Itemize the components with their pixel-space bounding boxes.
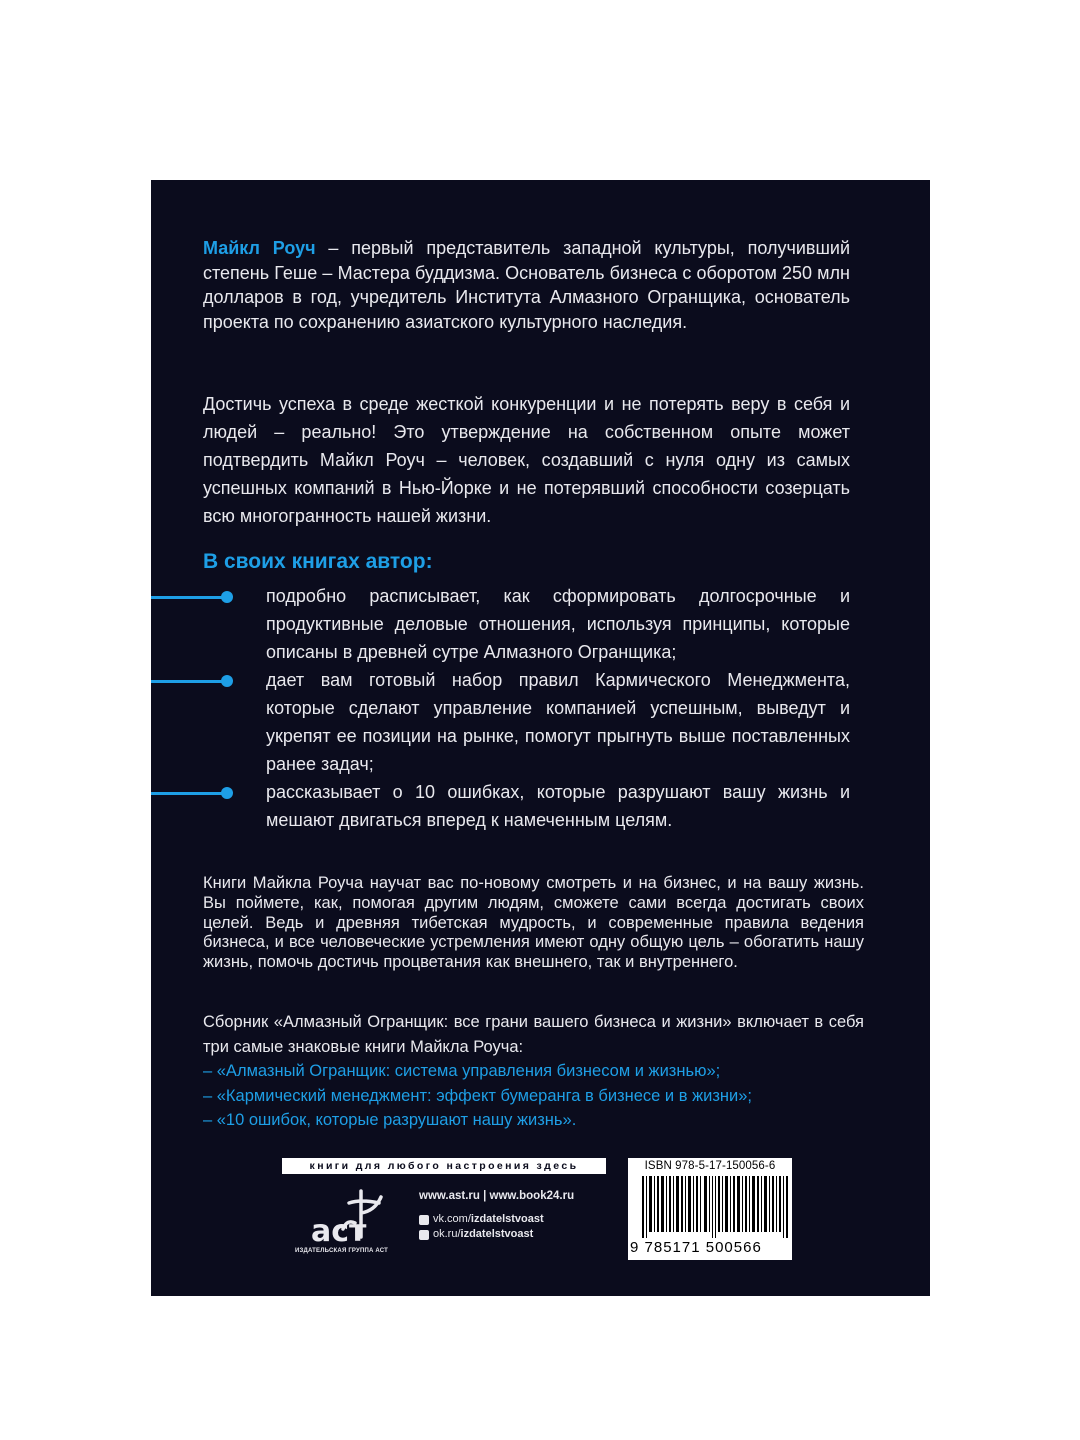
collection-book: – «Алмазный Огранщик: система управления бизнесом и жизнью»; <box>203 1062 721 1080</box>
author-bio <box>203 236 850 334</box>
collection-book: – «10 ошибок, которые разрушают нашу жизнь». <box>203 1111 577 1129</box>
ok-handle: izdatelstvoast <box>460 1228 534 1240</box>
list-item <box>151 666 850 778</box>
vk-prefix: vk.com/ <box>433 1213 471 1225</box>
vk-handle: izdatelstvoast <box>470 1213 544 1225</box>
collection-text: Сборник «Алмазный Огранщик: все грани вашего бизнеса и жизни» включает в себя три самые знаковые книги Майкла Роуча: <box>203 1013 864 1056</box>
intro-paragraph: Достичь успеха в среде жесткой конкуренции и не потерять веру в себя и людей – реально! Это утверждение на собственном опыте может подтвердить Майкл Роуч – человек, создавший с нуля одну из самых успешных компаний в Нью-Йорке и не потерявший способности созерцать всю многогранность нашей жизни. <box>203 394 850 526</box>
list-item <box>151 582 850 666</box>
tagline-band: книги для любого настроения здесь <box>282 1158 606 1174</box>
bullet-text: дает вам готовый набор правил Кармического Менеджмента, которые сделают управление компанией успешным, выведут и укрепят ее позиции на рынке, помогут прыгнуть выше поставленных ранее задач; <box>266 670 850 774</box>
bullet-text: рассказывает о 10 ошибках, которые разрушают вашу жизнь и мешают двигаться вперед к намеченным целям. <box>266 782 850 830</box>
publisher-name: ИЗДАТЕЛЬСКАЯ ГРУППА АСТ <box>295 1248 389 1254</box>
publisher-sites[interactable]: www.ast.ru | www.book24.ru <box>419 1190 575 1202</box>
ean-digits: 9 785171 500566 <box>630 1239 762 1256</box>
logo-text: аст <box>311 1214 367 1249</box>
bullet-dot-icon <box>221 675 233 687</box>
vk-icon <box>419 1215 429 1225</box>
isbn-number: ISBN 978-5-17-150056-6 <box>644 1160 776 1172</box>
social-links <box>419 1212 544 1242</box>
bullet-line <box>151 680 227 683</box>
collection-paragraph <box>203 1010 864 1133</box>
barcode-bars <box>642 1176 788 1238</box>
ok-prefix: ok.ru/ <box>433 1228 461 1240</box>
barcode <box>628 1158 792 1260</box>
bullet-text: подробно расписывает, как сформировать долгосрочные и продуктивные деловые отношения, используя принципы, которые описаны в древней сутре Алмазного Огранщика; <box>266 586 850 662</box>
author-bio-text: – первый представитель западной культуры, получивший степень Геше – Мастера буддизма. Основатель бизнеса с оборотом 250 млн долларов в год, учредитель Института Алмазного Огранщика, основатель проекта по сохранению азиатского культурного наследия. <box>203 238 851 332</box>
vk-link[interactable] <box>419 1212 544 1227</box>
ok-icon <box>419 1230 429 1240</box>
book-back-cover <box>151 180 930 1296</box>
bullet-dot-icon <box>221 591 233 603</box>
bullet-dot-icon <box>221 787 233 799</box>
description-paragraph: Книги Майкла Роуча научат вас по-новому смотреть и на бизнес, и на вашу жизнь. Вы поймете, как, помогая другим людям, сможете сами всегда достигать своих целей. Ведь и древняя тибетская мудрость, и современные правила ведения бизнеса, и все человеческие устремления имеют одну общую цель – обогатить нашу жизнь, помочь достичь процветания как внешнего, так и внутреннего. <box>203 874 864 972</box>
section-heading: В своих книгах автор: <box>203 550 433 573</box>
collection-book: – «Кармический менеджмент: эффект бумеранга в бизнесе и в жизни»; <box>203 1086 752 1105</box>
bullet-list <box>151 582 850 834</box>
bullet-line <box>151 792 227 795</box>
bullet-line <box>151 596 227 599</box>
author-name: Майкл Роуч <box>203 238 316 258</box>
list-item <box>151 778 850 834</box>
ok-link[interactable] <box>419 1227 544 1242</box>
